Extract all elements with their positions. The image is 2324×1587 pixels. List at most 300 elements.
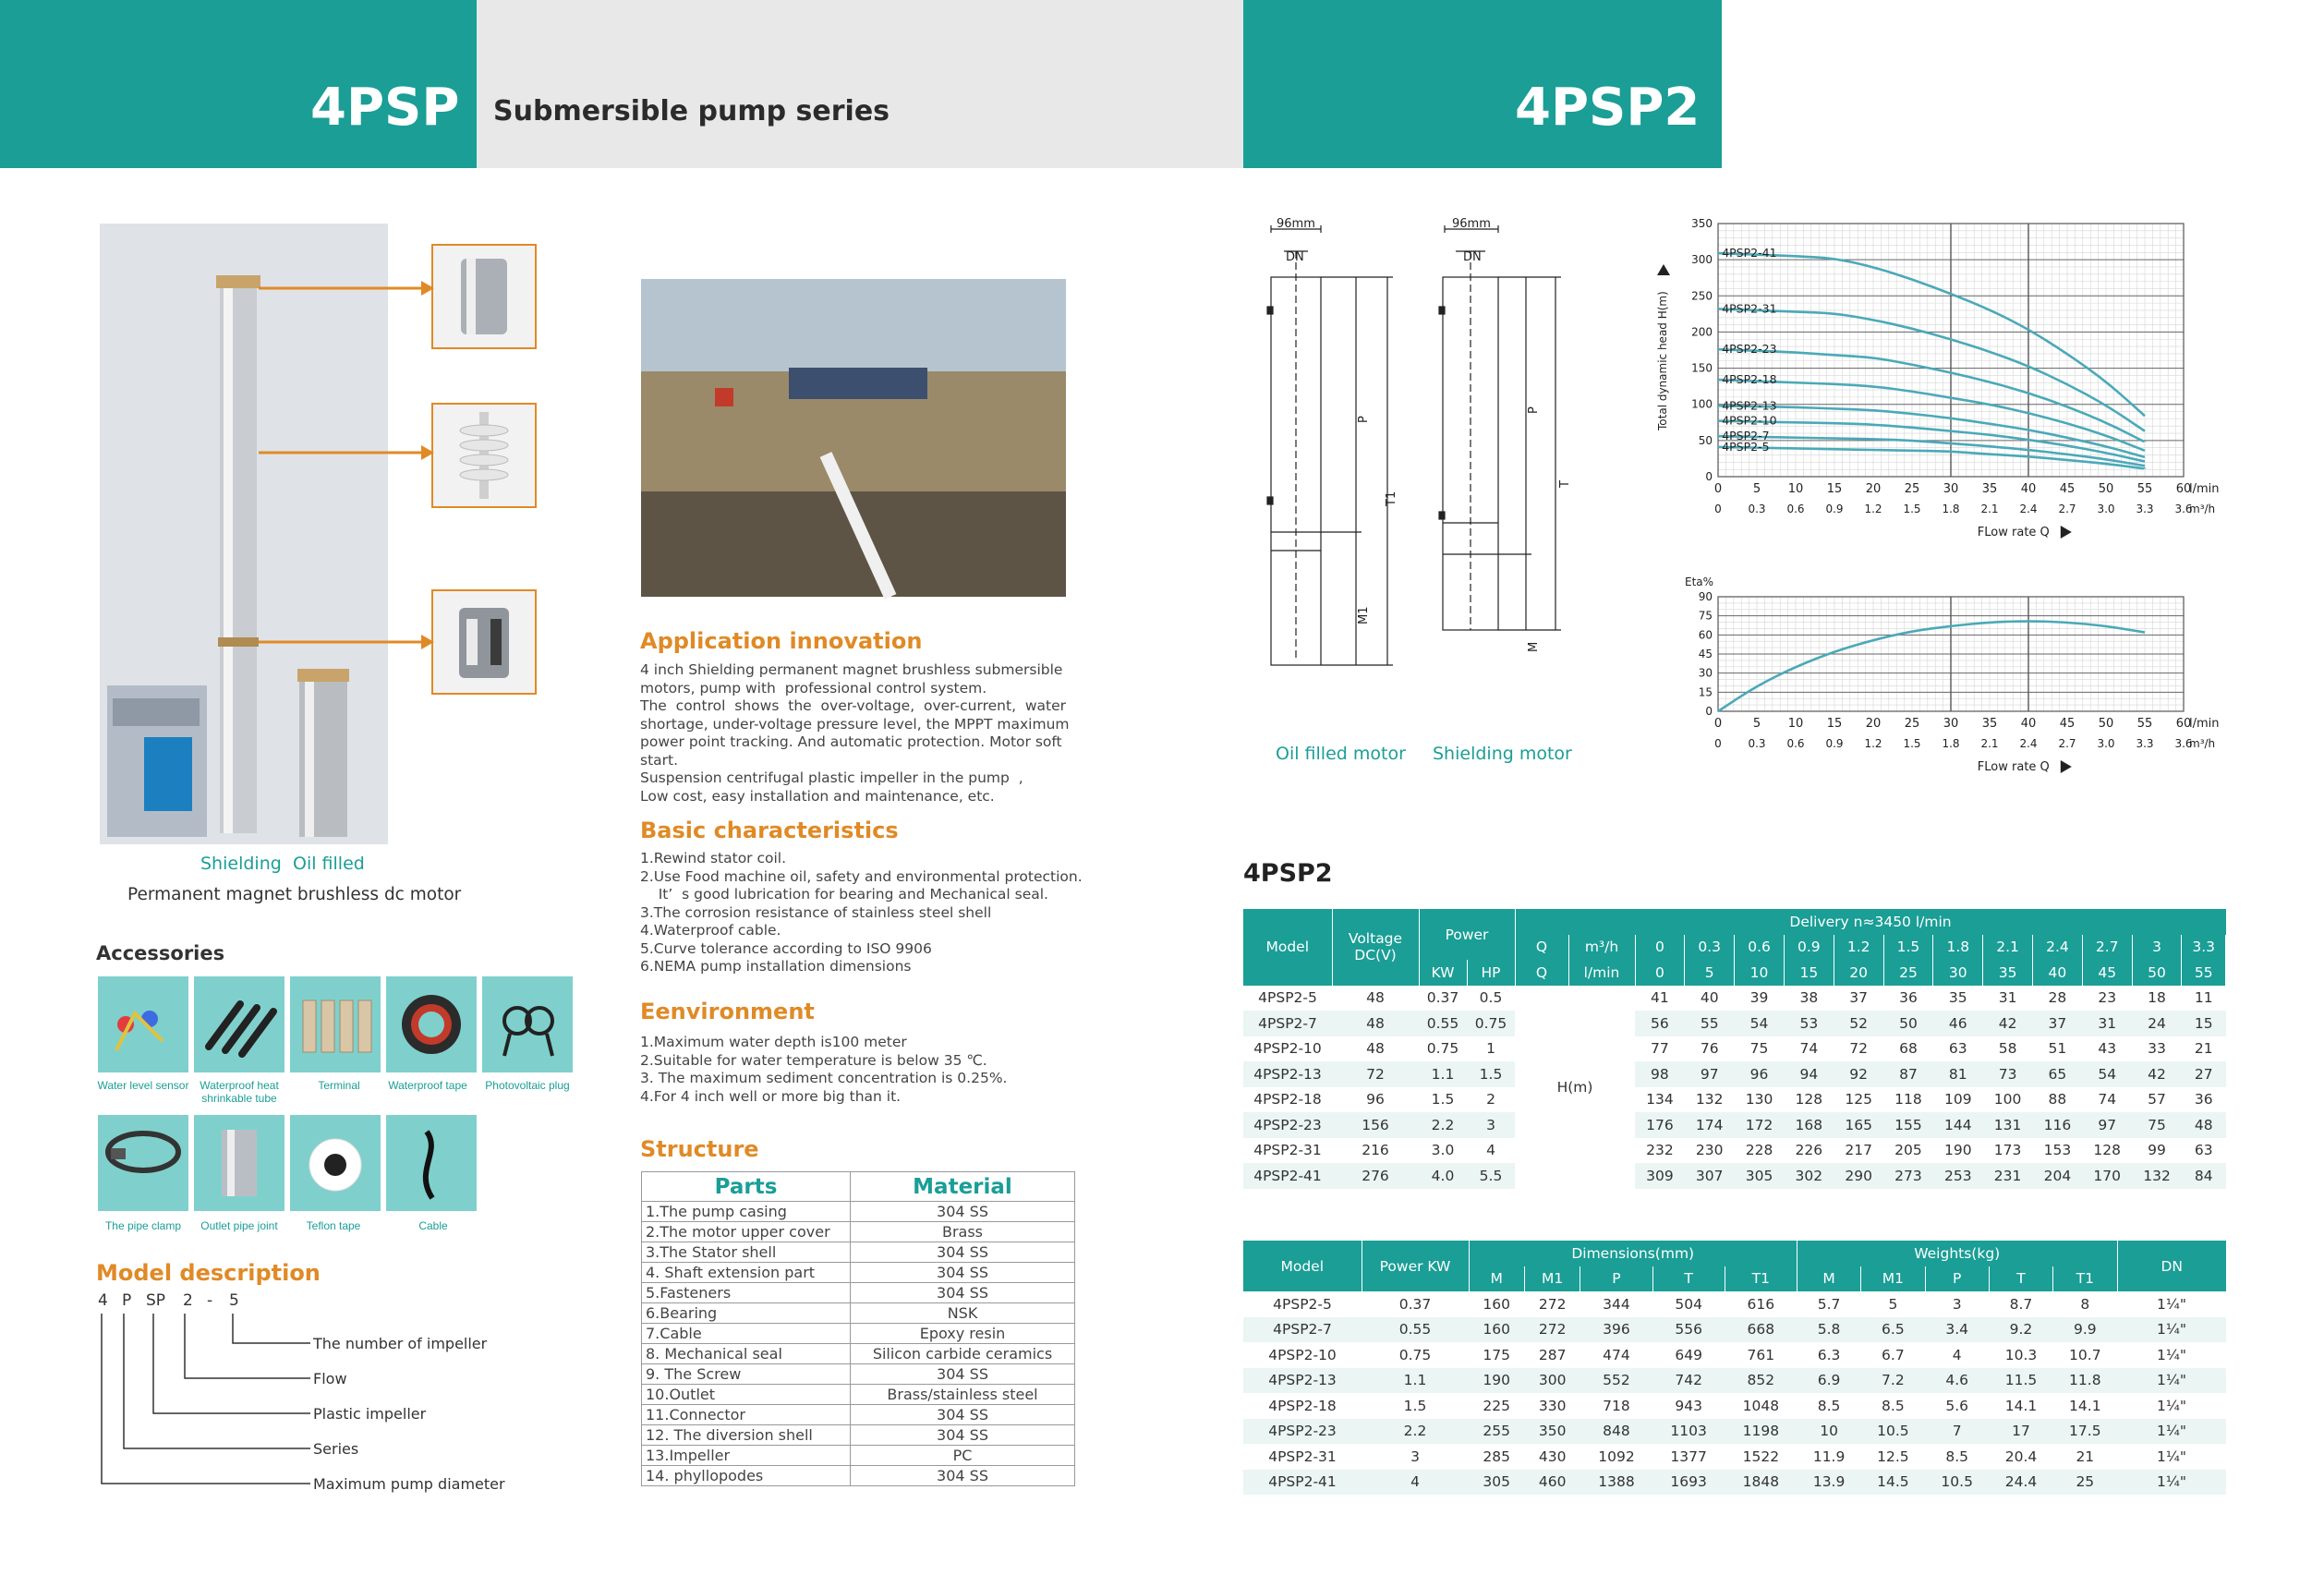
value-cell: 1048 [1742,1397,1780,1414]
efficiency-curve-chart [1650,565,2241,787]
header-model: Model [1243,909,1332,986]
head-value-cell: 81 [1933,1061,1983,1087]
value-cell: 8.7 [2009,1295,2033,1313]
value-cell: 1388 [1580,1470,1652,1496]
hp-cell: 3 [1467,1112,1515,1138]
series-label: 4PSP2-5 [1722,439,1770,454]
value-cell: 5 [1888,1295,1898,1313]
value-cell: 852 [1725,1368,1797,1394]
model-cell: 4PSP2-13 [1243,1061,1332,1087]
value-cell: 300 [1524,1368,1580,1394]
value-cell: 8 [2080,1295,2090,1313]
x2-unit-label: m³/h [2189,503,2216,515]
hp-cell: 0.75 [1467,1011,1515,1036]
model-description-title: Model description [96,1260,321,1286]
value-cell: 0.37 [1398,1295,1432,1313]
material-cell: Epoxy resin [851,1324,1075,1344]
head-value-cell: 76 [1700,1040,1719,1058]
head-value-cell: 273 [1883,1163,1933,1189]
value-cell: 848 [1580,1419,1652,1445]
waterproof-tape-icon [386,976,477,1072]
x2-tick-label: 1.2 [1864,503,1882,515]
table-row [1243,1112,2226,1138]
y-axis-label: Total dynamic head H(m) [1656,291,1669,430]
heat-shrink-tube-icon [194,976,284,1072]
header-lmin-value: 20 [1834,960,1883,986]
terminal-icon [290,976,381,1072]
table-row [1243,1036,2226,1062]
voltage-cell: 216 [1362,1142,1389,1159]
value-cell: 1198 [1725,1419,1797,1445]
head-value-cell: 53 [1784,1011,1834,1036]
table-row [1243,1393,2226,1419]
callout-pump-head [431,244,537,349]
value-cell: 10 [1797,1419,1860,1445]
model-code-char: 2 [183,1291,193,1310]
value-cell: 21 [2076,1448,2095,1465]
header-dim-col: M1 [1524,1266,1580,1292]
head-value-cell: 54 [2082,1061,2132,1087]
head-value-cell: 58 [1998,1040,2017,1058]
x2-tick-label: 3.6 [2174,737,2193,750]
header-m3h-value: 1.8 [1933,935,1983,961]
voltage-cell: 48 [1366,989,1385,1007]
part-cell: 2.The motor upper cover [642,1222,851,1242]
hp-cell: 4 [1486,1142,1495,1159]
y-tick-label: 45 [1698,648,1713,660]
accessory-label-8: Teflon tape [306,1219,361,1232]
value-cell: 14.5 [1861,1470,1925,1496]
table-row [1243,1087,2226,1113]
x-tick-label: 55 [2136,482,2153,496]
head-value-cell: 87 [1883,1061,1933,1087]
head-value-cell: 48 [2182,1112,2226,1138]
accessory-label-6: The pipe clamp [104,1219,182,1232]
value-cell: 0.55 [1362,1317,1469,1343]
head-value-cell: 33 [2148,1040,2166,1058]
x-tick-label: 35 [1981,482,1998,496]
value-cell: 160 [1469,1317,1524,1343]
part-cell: 11.Connector [642,1405,851,1425]
x2-tick-label: 0 [1714,503,1722,515]
head-value-cell: 68 [1899,1040,1918,1058]
dn-label-oil: DN [1286,250,1304,264]
shielding-motor-caption: Shielding motor [1433,744,1572,764]
value-cell: 10.5 [1925,1470,1989,1496]
x-tick-label: 35 [1981,717,1998,731]
y-tick-label: 150 [1691,361,1713,375]
table-row [1243,1470,2226,1496]
head-value-cell: 128 [2093,1142,2122,1159]
series-line [1718,406,2145,457]
head-value-cell: 290 [1834,1163,1883,1189]
y-tick-label: 15 [1698,685,1713,699]
page-subtitle: Submersible pump series [493,95,890,127]
x2-tick-label: 1.2 [1864,737,1882,750]
material-cell: 304 SS [851,1405,1075,1425]
x-axis-arrow [2061,526,2072,539]
model-desc-line-2: Flow [313,1370,347,1387]
accessory-label-3: Terminal [318,1079,360,1092]
model-code-char: 5 [229,1291,239,1310]
environment-text: 1.Maximum water depth is100 meter 2.Suitable for water temperature is below 35 ℃. 3. The maximum sediment concentration is 0.25%. 4.For 4 inch well or more big than it. [640,1034,1008,1105]
material-cell: 304 SS [851,1202,1075,1222]
head-value-cell: 54 [1735,1011,1785,1036]
y-tick-label: 350 [1691,217,1713,230]
callout-arrows [259,268,434,656]
table-row [1243,1342,2226,1368]
value-cell: 552 [1580,1368,1652,1394]
value-cell: 474 [1603,1346,1630,1363]
head-value-cell: 232 [1646,1142,1674,1159]
value-cell: 6.9 [1797,1368,1860,1394]
header-lmin-value: 55 [2182,960,2226,986]
part-cell: 7.Cable [642,1324,851,1344]
kw-cell: 1.1 [1419,1061,1467,1087]
accessory-label-5: Photovoltaic plug [485,1079,570,1092]
value-cell: 287 [1538,1346,1567,1363]
value-cell: 17 [1989,1419,2052,1445]
head-value-cell: 74 [1799,1040,1819,1058]
model-desc-line-5: Maximum pump diameter [313,1475,505,1493]
head-value-cell: 24 [2132,1011,2182,1036]
value-cell: 1377 [1670,1448,1707,1465]
value-cell: 20.4 [2004,1448,2038,1465]
voltage-cell: 48 [1332,1011,1419,1036]
hp-cell: 2 [1486,1091,1495,1108]
water-level-sensor-icon [98,976,188,1072]
x-tick-label: 20 [1865,482,1882,496]
series-label: 4PSP2-18 [1722,372,1777,387]
material-cell: Brass/stainless steel [851,1385,1075,1405]
x2-tick-label: 0.6 [1786,737,1805,750]
value-cell: 3 [1410,1448,1420,1465]
series-label: 4PSP2-13 [1722,398,1777,413]
y-tick-label: 100 [1691,397,1713,411]
header-weight-col: T1 [2053,1266,2117,1292]
x-tick-label: 50 [2098,717,2114,731]
head-value-cell: 63 [1948,1040,1967,1058]
kw-cell: 1.5 [1431,1091,1455,1108]
table-row [1243,1011,2226,1036]
model-code-char: SP [146,1291,166,1310]
model-cell: 4PSP2-18 [1253,1091,1322,1108]
value-cell: 10.7 [2069,1346,2101,1363]
material-cell: Silicon carbide ceramics [851,1344,1075,1364]
head-value-cell: 75 [1749,1040,1769,1058]
value-cell: 943 [1675,1397,1702,1414]
value-cell: 10.3 [2004,1346,2038,1363]
model-cell: 4PSP2-23 [1243,1112,1332,1138]
value-cell: 7.2 [1861,1368,1925,1394]
value-cell: 14.1 [2069,1397,2101,1414]
head-value-cell: 46 [1933,1011,1983,1036]
head-value-cell: 230 [1695,1142,1724,1159]
head-value-cell: 131 [1983,1112,2033,1138]
value-cell: 305 [1469,1470,1524,1496]
y-tick-label: 60 [1698,628,1713,642]
header-m3h-value: 1.2 [1834,935,1883,961]
part-cell: 3.The Stator shell [642,1242,851,1263]
x-axis-label: FLow rate Q [1977,760,2050,774]
head-value-cell: 100 [1993,1091,2022,1108]
header-weight-col: T [1989,1266,2052,1292]
x-tick-label: 55 [2136,717,2153,731]
head-value-cell: 21 [2194,1040,2213,1058]
label-shielding: Shielding [200,854,282,874]
model-cell: 4PSP2-31 [1253,1142,1322,1159]
header-dim-col: P [1580,1266,1652,1292]
pipe-clamp-icon [98,1115,188,1211]
header-m3h-value: 1.5 [1883,935,1933,961]
table-row [642,1385,1075,1405]
head-value-cell: 302 [1784,1163,1834,1189]
head-value-cell: 92 [1834,1061,1883,1087]
x-tick-label: 60 [2175,717,2192,731]
kw-cell: 0.55 [1419,1011,1467,1036]
head-value-cell: 65 [2033,1061,2083,1087]
head-value-cell: 94 [1784,1061,1834,1087]
x-unit-label: l/min [2189,717,2220,731]
table-section-title: 4PSP2 [1243,859,1333,888]
model-desc-line-1: The number of impeller [313,1335,488,1352]
cable-icon [386,1115,477,1211]
voltage-cell: 156 [1332,1112,1419,1138]
value-cell: 6.7 [1882,1346,1905,1363]
part-cell: 6.Bearing [642,1303,851,1324]
head-value-cell: 74 [2098,1091,2117,1108]
model-cell: 4PSP2-31 [1268,1448,1337,1465]
y-axis-label: Eta% [1685,575,1714,588]
value-cell: 11.8 [2053,1368,2117,1394]
material-cell: PC [851,1446,1075,1466]
head-curve-chart [1650,211,2241,562]
x-tick-label: 45 [2059,482,2076,496]
accessory-heat-shrink-tube [194,976,284,1072]
voltage-cell: 48 [1366,1040,1385,1058]
header-q: Q [1515,935,1568,961]
head-value-cell: 231 [1983,1163,2033,1189]
value-cell: 350 [1524,1419,1580,1445]
value-cell: 5.7 [1817,1295,1841,1313]
value-cell: 761 [1747,1346,1775,1363]
x2-tick-label: 3.0 [2097,737,2115,750]
x2-tick-label: 2.1 [1980,503,1999,515]
value-cell: 668 [1725,1317,1797,1343]
model-cell: 4PSP2-10 [1253,1040,1322,1058]
model-code-char: P [122,1291,132,1310]
value-cell: 272 [1538,1295,1567,1313]
accessory-label-2: Waterproof heat shrinkable tube [200,1079,279,1105]
value-cell: 3 [1952,1295,1962,1313]
head-unit-cell: H(m) [1515,986,1635,1189]
x-tick-label: 25 [1904,717,1920,731]
x2-unit-label: m³/h [2189,737,2216,750]
dimensions-table [1243,1241,2226,1495]
value-cell: 8.5 [1945,1448,1968,1465]
value-cell: 1¼" [2156,1397,2186,1414]
material-cell: 304 SS [851,1263,1075,1283]
value-cell: 460 [1524,1470,1580,1496]
header-lmin: l/min [1568,960,1635,986]
environment-title: Eenvironment [640,999,815,1024]
header-m3h-value: 0.6 [1735,935,1785,961]
x2-tick-label: 1.5 [1903,737,1921,750]
basic-characteristics-title: Basic characteristics [640,818,899,843]
performance-table [1243,909,2226,1189]
part-cell: 5.Fasteners [642,1283,851,1303]
head-value-cell: 84 [2182,1163,2226,1189]
head-value-cell: 116 [2033,1112,2083,1138]
x-tick-label: 20 [1865,717,1882,731]
value-cell: 344 [1603,1295,1630,1313]
value-cell: 25 [2053,1470,2117,1496]
table-row [642,1446,1075,1466]
voltage-cell: 276 [1332,1163,1419,1189]
header-m3h-value: 2.7 [2082,935,2132,961]
head-value-cell: 98 [1635,1061,1685,1087]
series-label: 4PSP2-41 [1722,246,1777,260]
head-value-cell: 173 [1993,1142,2022,1159]
value-cell: 0.75 [1398,1346,1432,1363]
value-cell: 1¼" [2117,1368,2226,1394]
table-row [642,1222,1075,1242]
value-cell: 225 [1483,1397,1511,1414]
table-row [1243,1317,2226,1343]
x2-tick-label: 1.8 [1942,737,1960,750]
kw-cell: 2.2 [1419,1112,1467,1138]
head-value-cell: 125 [1845,1091,1872,1108]
header-lmin-value: 50 [2132,960,2182,986]
x2-tick-label: 2.7 [2058,737,2076,750]
header-m3h-value: 2.4 [2033,935,2083,961]
teflon-tape-icon [290,1115,381,1211]
header-m3h-value: 0 [1635,935,1685,961]
header-m3h-value: 0.3 [1685,935,1735,961]
value-cell: 6.3 [1817,1346,1841,1363]
header-dimensions: Dimensions(mm) [1469,1241,1797,1266]
head-value-cell: 109 [1943,1091,1972,1108]
material-cell: Brass [851,1222,1075,1242]
x2-tick-label: 0.3 [1748,503,1766,515]
p-label-shield: P [1527,406,1541,414]
head-value-cell: 307 [1685,1163,1735,1189]
header-middle-band [477,0,1243,168]
accessory-label-9: Cable [418,1219,448,1232]
header-delivery: Delivery n≈3450 l/min [1515,909,2226,935]
outlet-pipe-joint-icon [194,1115,284,1211]
y-tick-label: 250 [1691,289,1713,303]
x-axis-label: FLow rate Q [1977,526,2050,539]
y-tick-label: 90 [1698,590,1713,603]
header-m3h: m³/h [1568,935,1635,961]
x2-tick-label: 0.6 [1786,503,1805,515]
head-value-cell: 153 [2043,1142,2072,1159]
head-value-cell: 217 [1845,1142,1872,1159]
value-cell: 1092 [1598,1448,1635,1465]
accessory-label-1: Water level sensor [97,1079,189,1092]
table-row [642,1242,1075,1263]
table-row [1243,1061,2226,1087]
header-weight-col: P [1925,1266,1989,1292]
part-cell: 9. The Screw [642,1364,851,1385]
table-row [642,1324,1075,1344]
table-row [642,1466,1075,1486]
header-lmin-value: 40 [2033,960,2083,986]
accessory-label-7: Outlet pipe joint [200,1219,278,1232]
table-row [1243,1368,2226,1394]
header-weight-col: M [1797,1266,1860,1292]
header-lmin-value: 45 [2082,960,2132,986]
x-tick-label: 5 [1752,482,1761,496]
head-value-cell: 174 [1685,1112,1735,1138]
dim-header-row-1 [1243,1241,2226,1266]
value-cell: 9.2 [1989,1317,2052,1343]
material-cell: 304 SS [851,1364,1075,1385]
value-cell: 8.5 [1882,1397,1905,1414]
head-value-cell: 56 [1635,1011,1685,1036]
model-desc-line-4: Series [313,1440,359,1458]
head-value-cell: 37 [2033,1011,2083,1036]
head-value-cell: 43 [2098,1040,2117,1058]
value-cell: 6.5 [1861,1317,1925,1343]
head-value-cell: 99 [2148,1142,2166,1159]
structure-header-material: Material [851,1172,1075,1202]
head-value-cell: 205 [1894,1142,1922,1159]
x-tick-label: 15 [1826,482,1843,496]
value-cell: 285 [1483,1448,1511,1465]
value-cell: 272 [1524,1317,1580,1343]
x-tick-label: 50 [2098,482,2114,496]
x-tick-label: 10 [1787,717,1804,731]
head-value-cell: 27 [2182,1061,2226,1087]
head-value-cell: 97 [2082,1112,2132,1138]
accessory-label-4: Waterproof tape [388,1079,467,1092]
model-cell: 4PSP2-5 [1258,989,1317,1007]
dn-label-shield: DN [1463,250,1482,264]
t-label-shield: T [1558,480,1572,488]
series-line [1718,447,2145,468]
hp-cell: 1 [1486,1040,1495,1058]
hp-cell: 1.5 [1467,1061,1515,1087]
head-value-cell: 73 [1983,1061,2033,1087]
series-label: 4PSP2-31 [1722,301,1777,316]
table-row [642,1263,1075,1283]
dimension-drawings [1254,217,1572,698]
head-value-cell: 51 [2048,1040,2067,1058]
head-value-cell: 190 [1943,1142,1972,1159]
head-value-cell: 305 [1735,1163,1785,1189]
head-value-cell: 41 [1651,989,1669,1007]
x-tick-label: 25 [1904,482,1920,496]
table-row [1243,1444,2226,1470]
application-text: 4 inch Shielding permanent magnet brushless submersible motors, pump with professional control system. The control shows the over-voltage, over-current, water shortage, under-voltage pressure level, the MPPT maximum power point tracking. And automatic protection. Motor soft start. Suspension centrifugal plastic impeller in the pump , Low cost, easy installation and maintenance, etc. [640,661,1070,805]
head-value-cell: 39 [1749,989,1769,1007]
head-value-cell: 118 [1894,1091,1922,1108]
model-code-leader-lines [92,1312,314,1496]
head-value-cell: 172 [1735,1112,1785,1138]
x2-tick-label: 0.3 [1748,737,1766,750]
header-lmin-value: 15 [1784,960,1834,986]
head-value-cell: 130 [1745,1091,1773,1108]
x-tick-label: 45 [2059,717,2076,731]
value-cell: 7 [1925,1419,1989,1445]
material-cell: 304 SS [851,1242,1075,1263]
head-value-cell: 75 [2132,1112,2182,1138]
width-label-oil: 96mm [1277,217,1315,231]
x-tick-label: 30 [1943,482,1959,496]
material-cell: NSK [851,1303,1075,1324]
